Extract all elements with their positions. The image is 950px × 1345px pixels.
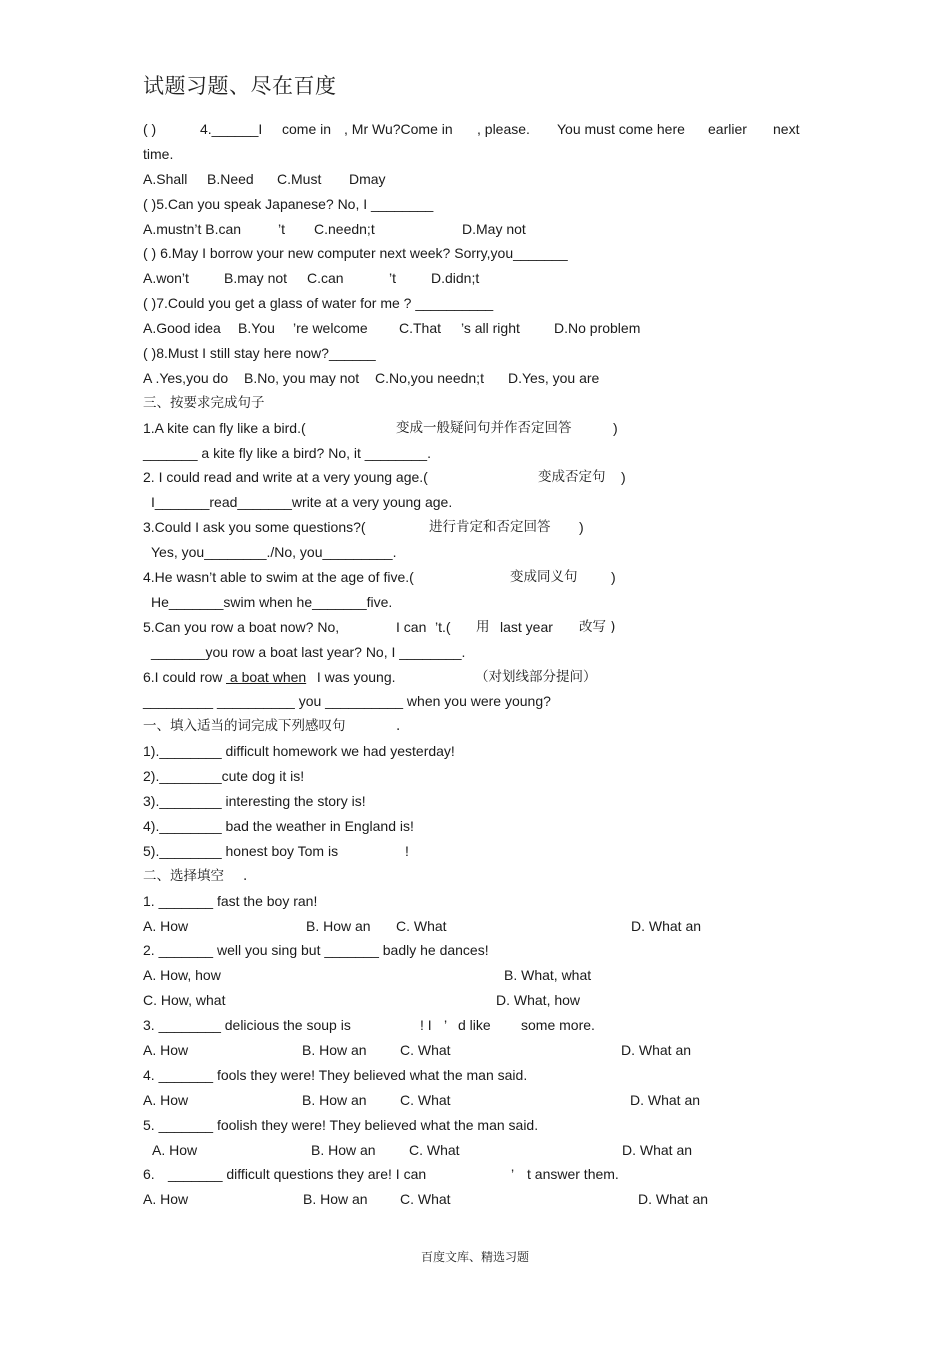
line-text: 4.He wasn’t able to swim at the age of five.( (143, 569, 414, 586)
line-text: Yes, you________./No, you_________. (151, 544, 397, 561)
line-text: I_______read_______write at a very young age. (151, 494, 453, 511)
question-line (143, 789, 823, 814)
options-line (143, 316, 823, 341)
option-a: A.mustn’t B.can (143, 220, 242, 237)
option-c-suffix: ’t (389, 270, 396, 287)
line-text: ! I (420, 1017, 432, 1034)
line-text: d like (458, 1017, 491, 1034)
option-b: B.You (238, 320, 275, 337)
option-b: B.Need (207, 170, 254, 187)
instruction-text: 用 (476, 618, 490, 635)
option-b: B. How an (311, 1141, 376, 1158)
question-line (143, 665, 823, 690)
line-text: 2. I could read and write at a very young age.( (143, 469, 428, 486)
question-line (143, 1113, 823, 1138)
line-text: some more. (521, 1017, 595, 1034)
option-c-suffix: ’s all right (461, 320, 520, 337)
question-line (143, 1162, 823, 1187)
question-line (143, 465, 823, 490)
line-text: ) (611, 569, 616, 586)
line-text: , Mr Wu?Come in (344, 121, 453, 137)
option-d: D.didn;t (431, 270, 480, 287)
answer-line (143, 441, 823, 466)
options-line (143, 217, 823, 242)
instruction-text: 变成同义句 (510, 569, 578, 586)
option-c: C.needn;t (314, 220, 375, 237)
page-footer: 百度文库、精选习题 (420, 1250, 529, 1264)
answer-line (143, 689, 823, 714)
question-line (143, 814, 823, 839)
answer-line (143, 640, 823, 665)
line-text: last year (500, 618, 553, 635)
line-text: next (773, 121, 800, 137)
option-d: D.Yes, you are (508, 369, 600, 386)
line-text: . (243, 867, 248, 884)
line-text: ) (613, 419, 618, 436)
line-text: ’ (511, 1166, 515, 1183)
option-d: D. What an (638, 1191, 709, 1208)
line-text: ’t.( (435, 618, 451, 635)
question-line (143, 515, 823, 540)
question-line (143, 192, 823, 217)
option-d: Dmay (349, 170, 386, 187)
option-c: C. How, what (143, 992, 226, 1009)
line-text: , please. (477, 121, 530, 137)
question-line (143, 291, 823, 316)
line-text: 6. (143, 1166, 155, 1183)
instruction-text: 改写 ) (579, 618, 616, 635)
line-text: . (396, 718, 401, 735)
option-b: B.No, you may not (244, 369, 360, 386)
option-a: A. How (143, 1191, 189, 1208)
option-b: B.may not (224, 270, 288, 287)
option-b: B. What, what (504, 967, 592, 984)
options-line (143, 988, 823, 1013)
line-text: 6.I could row (143, 668, 223, 685)
line-text: 2. _______ well you sing but _______ badly he dances! (143, 942, 489, 959)
question-line (143, 565, 823, 590)
line-text: t answer them. (527, 1166, 619, 1183)
section-title: 一、填入适当的词完成下列感叹句 (143, 718, 346, 735)
section-title: 二、选择填空 (143, 867, 224, 884)
option-a: A.Shall (143, 170, 188, 187)
question-line (143, 889, 823, 914)
option-d: D.No problem (554, 320, 641, 337)
question-line (143, 938, 823, 963)
line-text: You must come here (557, 121, 685, 137)
option-b: B. How an (302, 1041, 367, 1058)
line-text: 4. _______ fools they were! They believed what the man said. (143, 1066, 528, 1083)
option-d: D. What, how (496, 992, 581, 1009)
option-c: C.No,you needn;t (375, 369, 484, 386)
line-text: time. (143, 145, 174, 162)
section-heading (143, 864, 823, 889)
question-line (143, 739, 823, 764)
option-a: A. How (143, 917, 189, 934)
line-text: ’ (444, 1017, 448, 1034)
option-c: C. What (409, 1141, 460, 1158)
option-a: A. How (143, 1041, 189, 1058)
line-text: _________ __________ you __________ when you were young? (143, 693, 551, 710)
line-text: 1. _______ fast the boy ran! (143, 892, 318, 909)
section-heading (143, 391, 823, 416)
option-c: C.Must (277, 170, 322, 187)
option-b: B. How an (303, 1191, 368, 1208)
exercise-content (143, 117, 823, 1212)
answer-line (143, 590, 823, 615)
line-text: He_______swim when he_______five. (151, 593, 393, 610)
option-a: A.Good idea (143, 320, 221, 337)
question-line (143, 615, 823, 640)
line-text: 3. ________ delicious the soup is (143, 1017, 351, 1034)
option-d: D. What an (622, 1141, 693, 1158)
options-line (143, 1187, 823, 1212)
question-line (143, 1013, 823, 1038)
section-title: 三、按要求完成句子 (143, 394, 265, 411)
line-text: earlier (708, 121, 747, 137)
question-line (143, 416, 823, 441)
option-c: C. What (400, 1091, 451, 1108)
question-line (143, 764, 823, 789)
line-text: come in (282, 121, 332, 137)
option-c: C. What (400, 1191, 451, 1208)
option-b: B. How an (306, 917, 371, 934)
line-text: 5.Can you row a boat now? No, (143, 618, 340, 635)
option-b: B. How an (302, 1091, 367, 1108)
instruction-text: 进行肯定和否定回答 (429, 519, 551, 536)
options-line (143, 366, 823, 391)
line-text: I was young. (313, 668, 396, 685)
options-line (143, 1138, 823, 1163)
question-line (143, 839, 823, 864)
line-text: 3).________ interesting the story is! (143, 793, 366, 810)
question-line (143, 341, 823, 366)
option-d: D. What an (630, 1091, 701, 1108)
line-text: _______ difficult questions they are! I can (168, 1166, 427, 1183)
question-line (143, 241, 823, 266)
options-line (143, 1038, 823, 1063)
option-c: C. What (400, 1041, 451, 1058)
page-title: 试题习题、尽在百度 (143, 74, 337, 98)
line-text: 2).________cute dog it is! (143, 768, 305, 785)
option-d: D. What an (621, 1041, 692, 1058)
options-line (143, 266, 823, 291)
options-line (143, 914, 823, 939)
instruction-text: 变成一般疑问句并作否定回答 (396, 419, 572, 436)
option-c: C.can (307, 270, 344, 287)
line-text: ( )7.Could you get a glass of water for me ? __________ (143, 295, 494, 312)
line-text: I can (396, 618, 427, 635)
line-text: 1.A kite can fly like a bird.( (143, 419, 306, 436)
line-text: ( ) (143, 121, 157, 137)
option-a: A. How (152, 1141, 198, 1158)
line-text: 4).________ bad the weather in England is! (143, 817, 414, 834)
question-line (143, 117, 823, 142)
option-d: D. What an (631, 917, 702, 934)
options-line (143, 167, 823, 192)
option-a: A .Yes,you do (143, 369, 229, 386)
option-d: D.May not (462, 220, 526, 237)
answer-line (143, 540, 823, 565)
line-text: _______you row a boat last year? No, I ________. (151, 643, 466, 660)
option-a: A. How (143, 1091, 189, 1108)
line-text: 3.Could I ask you some questions?( (143, 519, 366, 536)
underlined-phrase: a boat when (226, 668, 307, 685)
section-heading (143, 714, 823, 739)
question-line (143, 1063, 823, 1088)
line-text: 4.______I (200, 121, 263, 137)
options-line (143, 1088, 823, 1113)
line-text: 5. _______ foolish they were! They believed what the man said. (143, 1116, 539, 1133)
line-text: ( )8.Must I still stay here now?______ (143, 345, 376, 362)
question-line (143, 142, 823, 167)
option-a: A. How, how (143, 967, 221, 984)
line-text: ) (621, 469, 626, 486)
instruction-text: （对划线部分提问） (475, 668, 597, 685)
option-a: A.won’t (143, 270, 189, 287)
option-b: ’t (278, 220, 285, 237)
options-line (143, 963, 823, 988)
line-text: ( )5.Can you speak Japanese? No, I ________ (143, 195, 434, 212)
option-c: C.That (399, 320, 442, 337)
line-text: 1).________ difficult homework we had yesterday! (143, 743, 455, 760)
answer-line (143, 490, 823, 515)
line-text: 5).________ honest boy Tom is (143, 842, 339, 859)
line-text: ( ) 6.May I borrow your new computer next week? Sorry,you_______ (143, 245, 568, 262)
instruction-text: 变成否定句 (538, 469, 606, 486)
line-text: _______ a kite fly like a bird? No, it ________. (143, 444, 431, 461)
line-text: ) (579, 519, 584, 536)
option-b-suffix: ’re welcome (293, 320, 368, 337)
option-c: C. What (396, 917, 447, 934)
line-text: ! (405, 842, 409, 859)
